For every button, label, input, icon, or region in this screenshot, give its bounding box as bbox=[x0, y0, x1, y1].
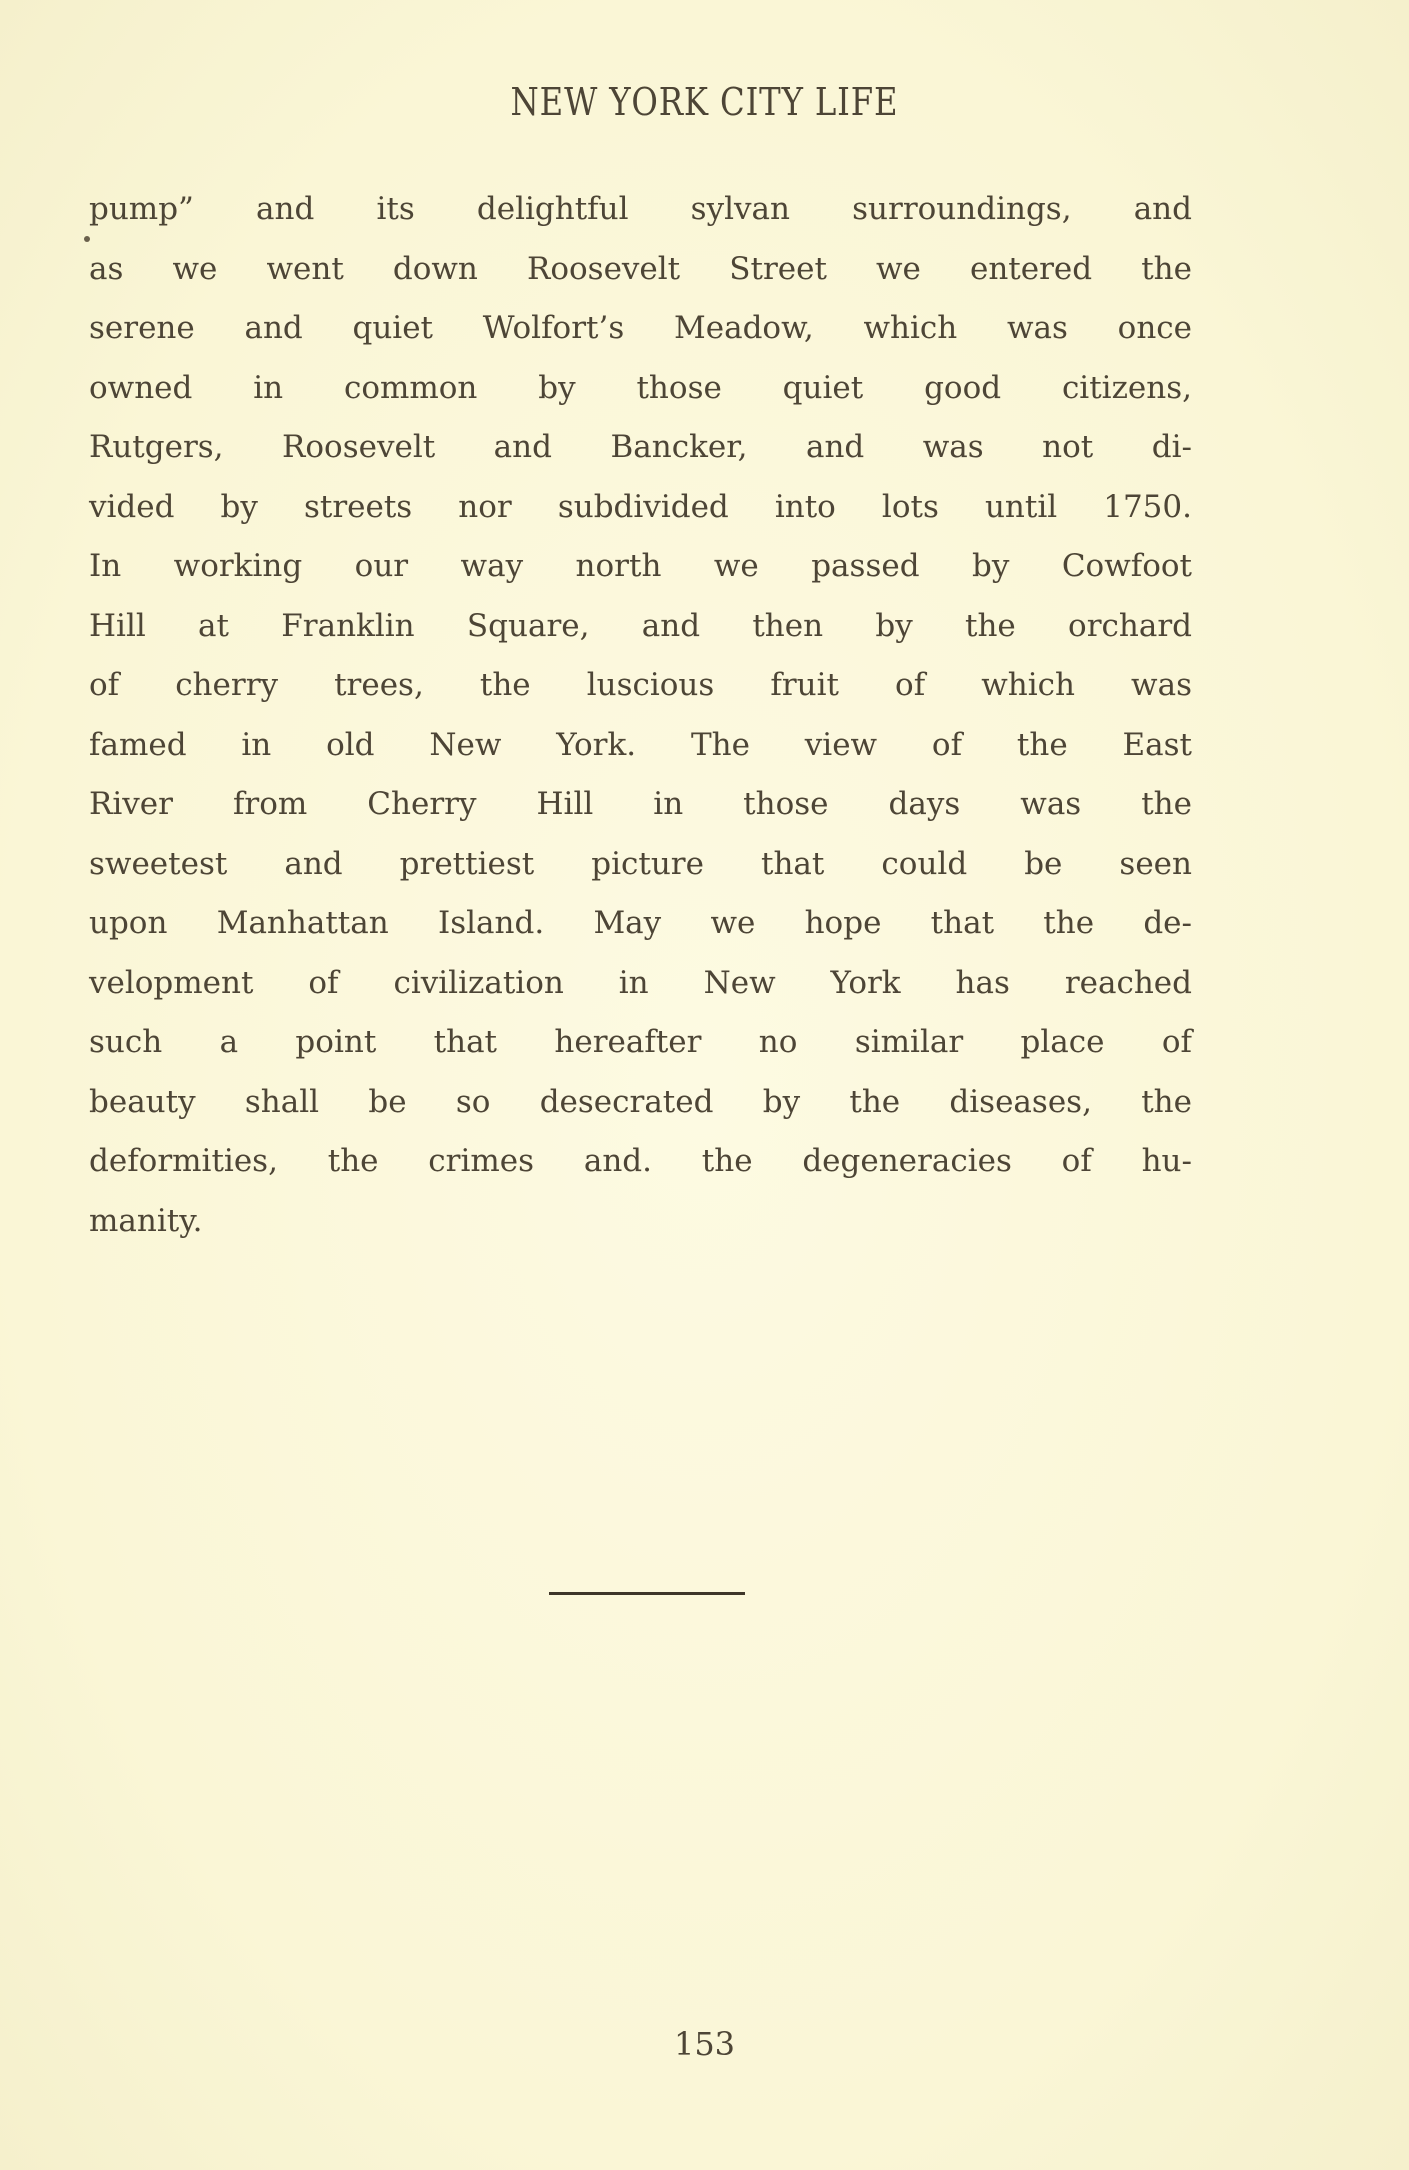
text-line: River from Cherry Hill in those days was the bbox=[89, 786, 1192, 822]
text-line: Rutgers, Roosevelt and Bancker, and was not di- bbox=[89, 429, 1192, 465]
text-line: owned in common by those quiet good citizens, bbox=[89, 369, 1192, 406]
text-line: beauty shall be so desecrated by the diseases, the bbox=[89, 1083, 1192, 1120]
section-divider-rule bbox=[549, 1592, 745, 1595]
text-line: In working our way north we passed by Cowfoot bbox=[89, 548, 1192, 584]
text-line: such a point that hereafter no similar place of bbox=[89, 1024, 1192, 1060]
text-line: vided by streets nor subdivided into lots until 1750. bbox=[89, 488, 1192, 525]
text-line: sweetest and prettiest picture that could be seen bbox=[89, 845, 1192, 882]
text-line: velopment of civilization in New York has reached bbox=[89, 964, 1192, 1001]
text-line: deformities, the crimes and. the degeneracies of hu- bbox=[89, 1143, 1192, 1179]
body-text bbox=[89, 180, 1192, 1251]
text-line: of cherry trees, the luscious fruit of which was bbox=[89, 667, 1192, 703]
text-line: serene and quiet Wolfort’s Meadow, which was once bbox=[89, 310, 1192, 346]
text-line: as we went down Roosevelt Street we entered the bbox=[89, 250, 1192, 287]
text-line: upon Manhattan Island. May we hope that the de- bbox=[89, 905, 1192, 941]
text-line: famed in old New York. The view of the East bbox=[89, 726, 1192, 763]
running-header: NEW YORK CITY LIFE bbox=[510, 80, 899, 124]
page-number: 153 bbox=[673, 2025, 736, 2063]
text-line: Hill at Franklin Square, and then by the orchard bbox=[89, 607, 1192, 644]
text-line: manity. bbox=[89, 1202, 203, 1239]
text-line: pump” and its delightful sylvan surroundings, and bbox=[89, 191, 1192, 227]
